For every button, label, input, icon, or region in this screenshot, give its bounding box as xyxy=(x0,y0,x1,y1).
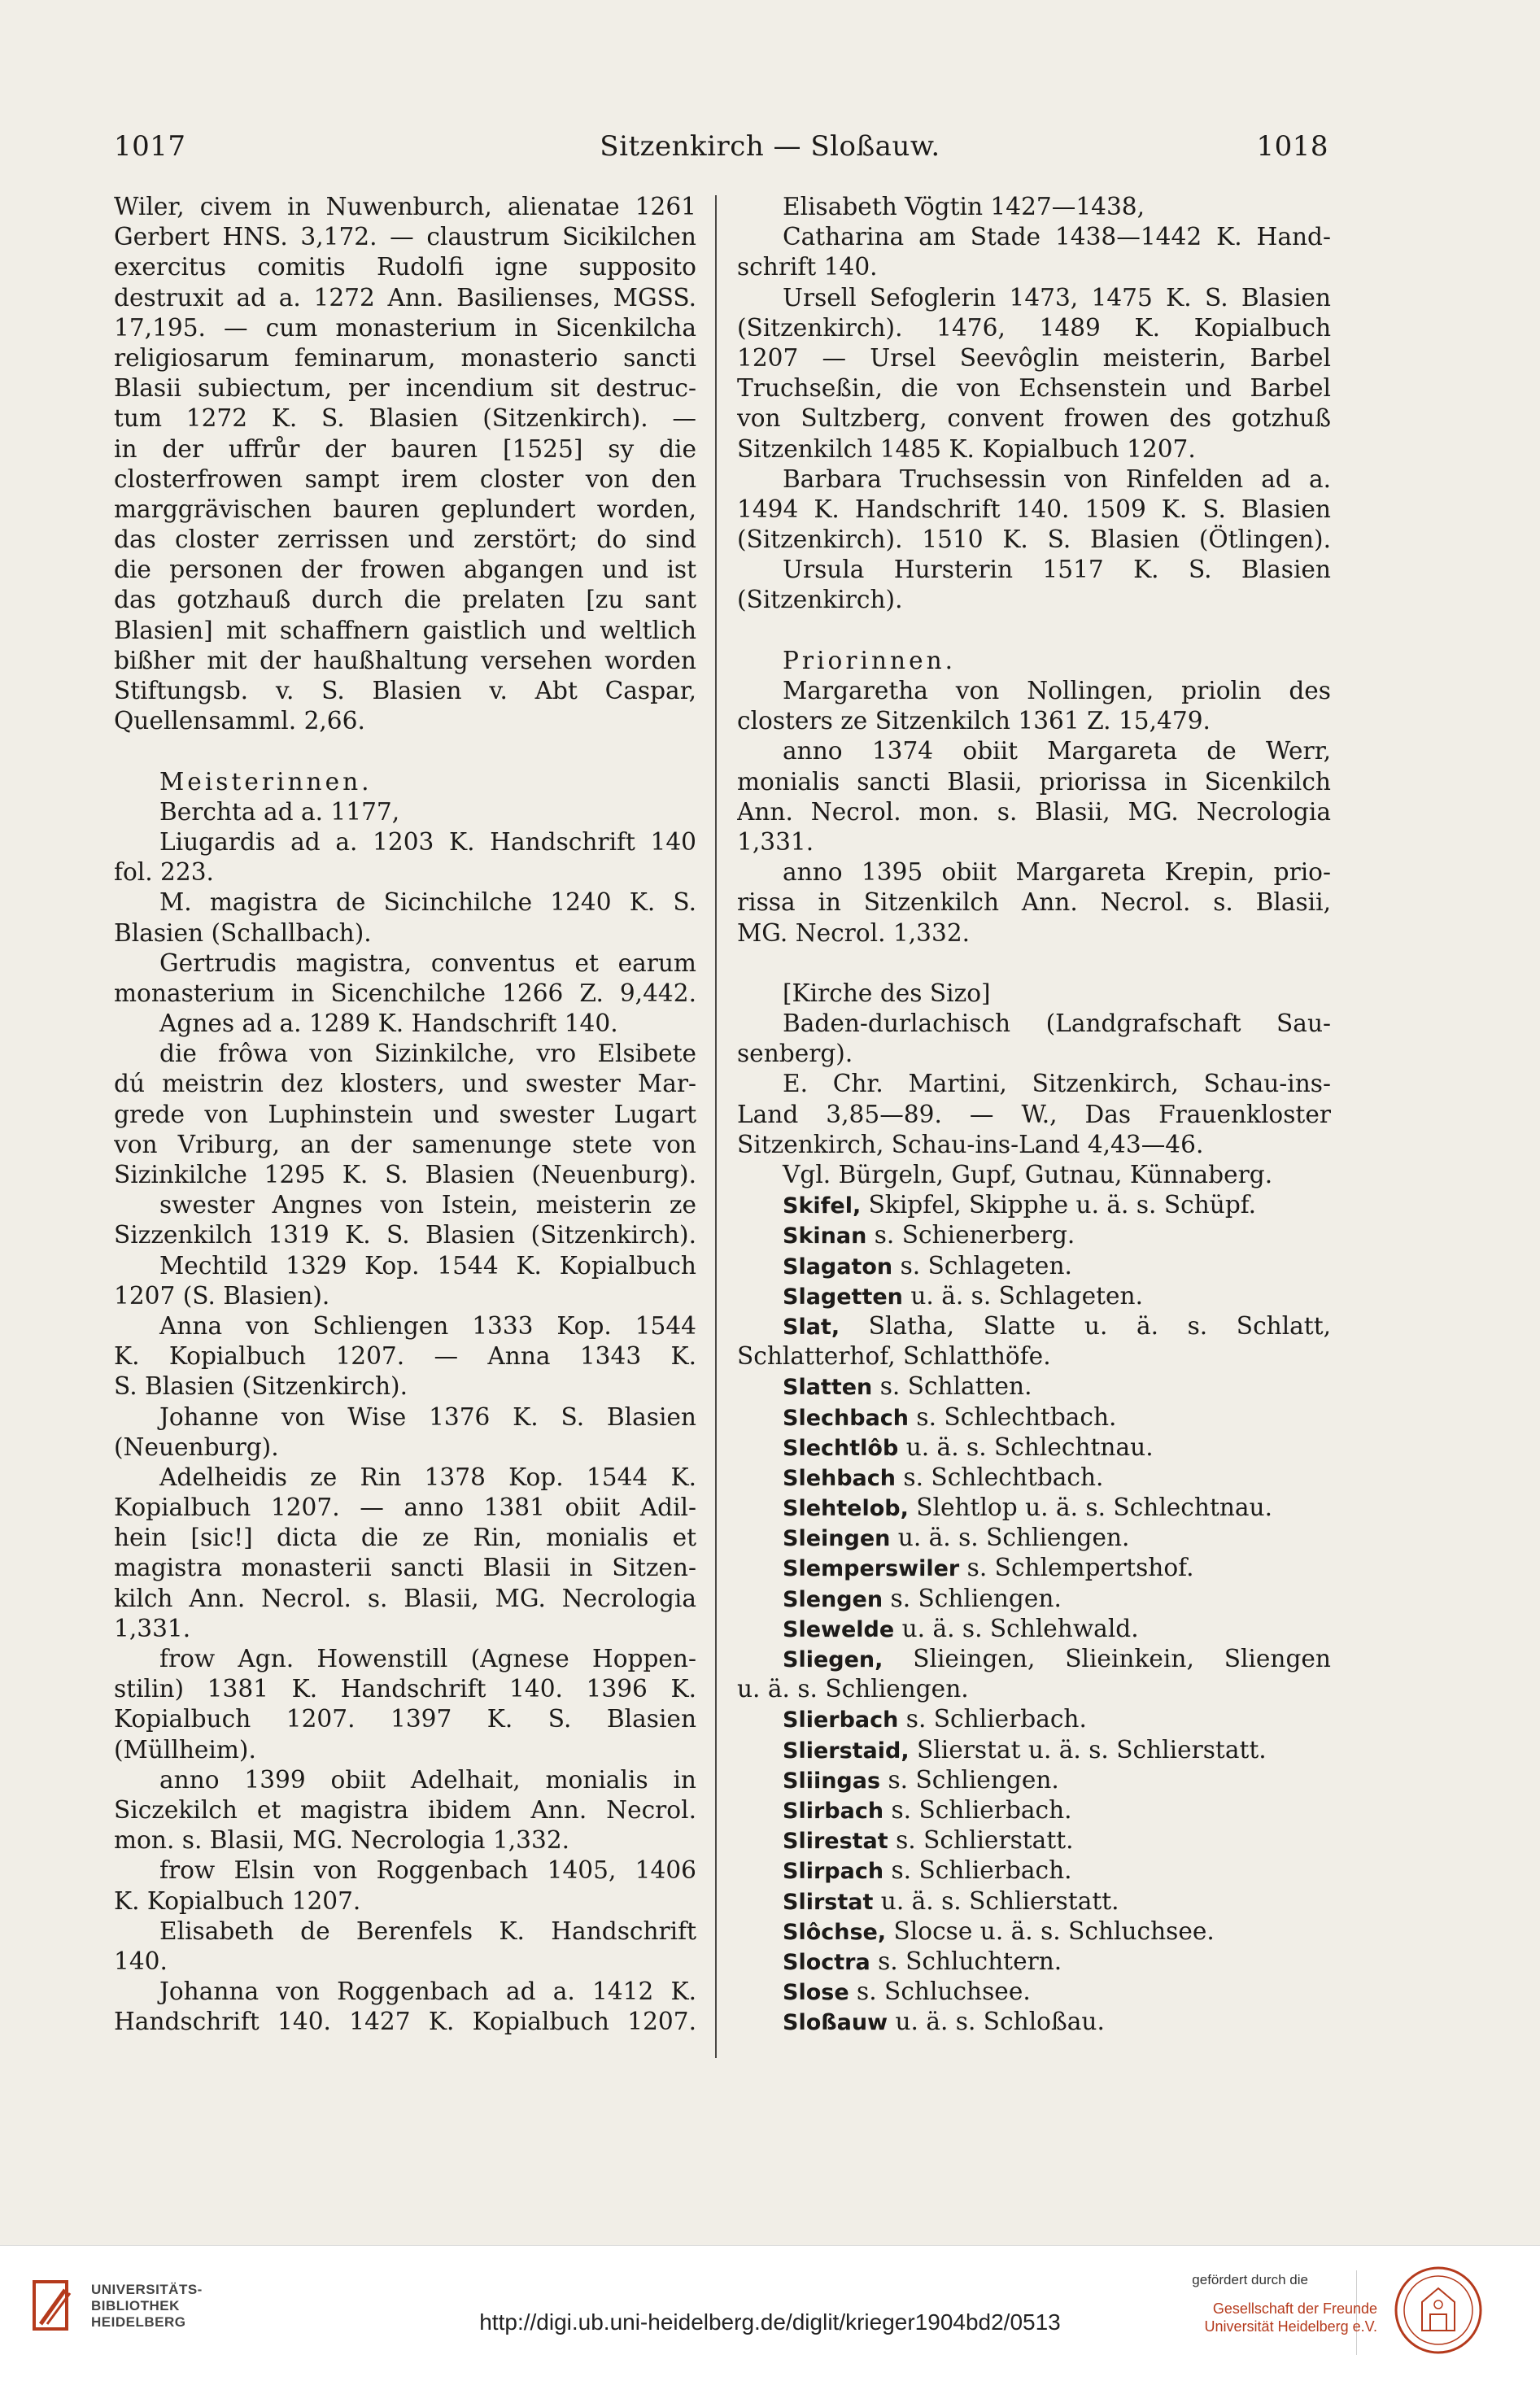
right-column-line xyxy=(737,313,1331,343)
line-text: 17,195. — cum monasterium in Sicenkilcha xyxy=(114,313,696,342)
left-column-line xyxy=(114,827,696,857)
line-text: Catharina am Stade 1438—1442 K. Hand- xyxy=(783,223,1331,251)
entry-keyword: Slôchse, xyxy=(783,1919,887,1945)
right-column-line xyxy=(737,1584,1331,1614)
right-column-line xyxy=(737,918,1331,948)
left-column-line xyxy=(114,616,696,646)
line-text: Liugardis ad a. 1203 K. Handschrift 140 xyxy=(159,827,696,856)
left-column-line xyxy=(114,1130,696,1160)
entry-keyword: Skifel, xyxy=(783,1193,862,1219)
line-text: Anna von Schliengen 1333 Kop. 1544 xyxy=(159,1311,696,1340)
permalink-url[interactable]: http://digi.ub.uni-heidelberg.de/diglit/krieger1904bd2/0513 xyxy=(479,2309,1061,2335)
left-column-line xyxy=(114,1704,696,1734)
line-text: 1,331. xyxy=(737,827,814,856)
right-column-line xyxy=(737,1825,1331,1856)
entry-keyword: Slemperswiler xyxy=(783,1556,960,1582)
right-column-line xyxy=(737,827,1331,857)
right-column-line xyxy=(737,1069,1331,1099)
line-text: 1207 — Ursel Seevôglin meisterin, Barbel xyxy=(737,343,1331,372)
line-text: MG. Necrol. 1,332. xyxy=(737,918,971,947)
line-text: religiosarum feminarum, monasterio sancti xyxy=(114,343,696,372)
page-number-left: 1017 xyxy=(114,130,186,163)
right-column-line xyxy=(737,1553,1331,1583)
left-column-line xyxy=(114,646,696,676)
line-text: 1207 (S. Blasien). xyxy=(114,1281,330,1310)
line-text: Blasii subiectum, per incendium sit destruc- xyxy=(114,374,696,403)
right-column-line xyxy=(737,1614,1331,1644)
left-column-line xyxy=(114,1493,696,1523)
right-column-line xyxy=(737,1856,1331,1886)
left-column-line xyxy=(114,222,696,252)
line-text: von Vriburg, an der samenunge stete von xyxy=(114,1130,696,1158)
entry-keyword: Slose xyxy=(783,1980,849,2006)
line-text: die personen der frowen abgangen und ist xyxy=(114,556,696,584)
line-text: (Sitzenkirch). 1510 K. S. Blasien (Ötlingen). xyxy=(737,525,1331,554)
left-column-line xyxy=(114,948,696,979)
left-column-line xyxy=(114,464,696,495)
left-column-line xyxy=(114,283,696,313)
line-text: swester Angnes von Istein, meisterin ze xyxy=(159,1191,696,1219)
line-text: [Kirche des Sizo] xyxy=(783,979,991,1007)
entry-keyword: Slierbach xyxy=(783,1707,899,1733)
page-number-right: 1018 xyxy=(1256,130,1328,163)
line-text: Slocse u. ä. s. Schluchsee. xyxy=(886,1917,1215,1945)
right-column-line xyxy=(737,1977,1331,2007)
line-text: Barbara Truchsessin von Rinfelden ad a. xyxy=(783,464,1331,493)
line-text: die frôwa von Sizinkilche, vro Elsibete xyxy=(159,1040,696,1068)
line-text: Gertrudis magistra, conventus et earum xyxy=(159,948,696,977)
university-seal-icon xyxy=(1394,2265,1483,2355)
left-column-line xyxy=(114,706,696,736)
right-column-line xyxy=(737,1886,1331,1917)
left-column-line xyxy=(114,403,696,434)
line-text: Sizinkilche 1295 K. S. Blasien (Neuenburg). xyxy=(114,1161,696,1188)
entry-keyword: Slierstaid, xyxy=(783,1738,910,1764)
entry-keyword: Slirestat xyxy=(783,1829,888,1855)
line-text: Siczekilch et magistra ibidem Ann. Necrol. xyxy=(114,1795,696,1824)
line-text: hein [sic!] dicta die ze Rin, monialis et xyxy=(114,1524,696,1552)
left-column-line xyxy=(114,192,696,222)
line-text: u. ä. s. Schlechtnau. xyxy=(898,1433,1154,1461)
entry-keyword: Sloßauw xyxy=(783,2010,888,2036)
line-text: marggrävischen bauren geplundert worden, xyxy=(114,495,696,523)
right-column-line xyxy=(737,192,1331,222)
right-column-line xyxy=(737,1493,1331,1523)
right-column-line xyxy=(737,1402,1331,1433)
right-column-line xyxy=(737,585,1331,615)
line-text: anno 1395 obiit Margareta Krepin, prio- xyxy=(783,858,1331,887)
line-text: K. Kopialbuch 1207. — Anna 1343 K. xyxy=(114,1342,696,1371)
entry-keyword: Sliegen, xyxy=(783,1647,883,1672)
left-column-line xyxy=(114,1281,696,1311)
left-column-line xyxy=(114,1160,696,1190)
line-text: frow Agn. Howenstill (Agnese Hoppen- xyxy=(159,1645,696,1672)
line-text: Ursell Sefoglerin 1473, 1475 K. S. Blasien xyxy=(783,283,1331,312)
line-text: u. ä. s. Schloßau. xyxy=(888,2008,1105,2036)
left-column-line xyxy=(114,313,696,343)
entry-keyword: Slirbach xyxy=(783,1798,884,1824)
left-column-line xyxy=(114,434,696,464)
left-column-line xyxy=(114,1856,696,1886)
right-column-line xyxy=(737,2007,1331,2037)
line-text: monasterium in Sicenchilche 1266 Z. 9,442. xyxy=(114,979,696,1007)
left-column-line xyxy=(114,1371,696,1402)
left-column-line xyxy=(114,979,696,1009)
line-text: Blasien] mit schaffnern gaistlich und weltlich xyxy=(114,616,696,644)
line-text: Margaretha von Nollingen, priolin des xyxy=(783,677,1331,704)
entry-keyword: Slat, xyxy=(783,1314,840,1340)
left-column-line xyxy=(114,1644,696,1674)
right-column xyxy=(737,192,1331,2037)
line-text: s. Schienerberg. xyxy=(866,1221,1075,1249)
line-text: kilch Ann. Necrol. s. Blasii, MG. Necrologia xyxy=(114,1584,696,1612)
line-text: Kopialbuch 1207. — anno 1381 obiit Adil- xyxy=(114,1494,696,1522)
line-text: senberg). xyxy=(737,1040,853,1068)
left-column-line xyxy=(114,1795,696,1825)
right-column-line xyxy=(737,1463,1331,1493)
line-text: S. Blasien (Sitzenkirch). xyxy=(114,1372,408,1401)
left-column-line xyxy=(114,1190,696,1220)
line-text: s. Schlatten. xyxy=(872,1372,1032,1401)
line-text: s. Schlierbach. xyxy=(898,1705,1087,1733)
right-column-line xyxy=(737,373,1331,403)
right-column-line xyxy=(737,767,1331,797)
line-text: K. Kopialbuch 1207. xyxy=(114,1886,361,1915)
viewer-footer xyxy=(0,2245,1540,2381)
right-column-line xyxy=(737,525,1331,555)
left-column-line xyxy=(114,1553,696,1583)
right-column-line xyxy=(737,979,1331,1009)
left-column-line xyxy=(114,343,696,373)
line-text: Quellensamml. 2,66. xyxy=(114,707,365,735)
right-column-line xyxy=(737,1039,1331,1069)
line-text: Sitzenkilch 1485 K. Kopialbuch 1207. xyxy=(737,434,1196,463)
line-text: 1,331. xyxy=(114,1614,191,1642)
line-text: Elisabeth de Berenfels K. Handschrift xyxy=(159,1917,696,1945)
right-column-line xyxy=(737,1433,1331,1463)
right-column-line xyxy=(737,736,1331,766)
line-text: Truchseßin, die von Echsenstein und Barbel xyxy=(737,374,1331,403)
line-text: Slatha, Slatte u. ä. s. Schlatt, xyxy=(840,1311,1331,1340)
right-column-line xyxy=(737,1160,1331,1190)
line-text: Slehtlop u. ä. s. Schlechtnau. xyxy=(908,1494,1273,1522)
left-column-line xyxy=(114,1100,696,1130)
line-text: 140. xyxy=(114,1947,168,1975)
entry-keyword: Slechtlôb xyxy=(783,1435,899,1461)
right-column-line xyxy=(737,1281,1331,1311)
line-text: u. ä. s. Schliengen. xyxy=(890,1524,1130,1552)
right-column-line xyxy=(737,1009,1331,1039)
line-text: von Sultzberg, convent frowen des gotzhuß xyxy=(737,404,1331,433)
right-column-line xyxy=(737,495,1331,525)
left-column-line xyxy=(114,1614,696,1644)
right-column-line xyxy=(737,1190,1331,1220)
right-column-line xyxy=(737,1523,1331,1553)
entry-keyword: Slechbach xyxy=(783,1405,910,1431)
line-text: Berchta ad a. 1177, xyxy=(159,797,400,826)
right-column-line xyxy=(737,1795,1331,1825)
left-column-line xyxy=(114,767,696,797)
line-text: s. Schluchtern. xyxy=(870,1947,1062,1975)
line-text: (Neuenburg). xyxy=(114,1433,279,1461)
left-column-line xyxy=(114,495,696,525)
left-column-line xyxy=(114,1523,696,1553)
left-column-line xyxy=(114,1220,696,1250)
right-column-line xyxy=(737,343,1331,373)
left-column-line xyxy=(114,1039,696,1069)
line-text: Meisterinnen. xyxy=(159,767,373,796)
right-column-line xyxy=(737,222,1331,252)
right-column-line xyxy=(737,1100,1331,1130)
line-text: anno 1374 obiit Margareta de Werr, xyxy=(783,737,1331,765)
right-column-line xyxy=(737,1371,1331,1402)
left-column-line xyxy=(114,525,696,555)
right-column-line xyxy=(737,1311,1331,1341)
sponsor-name: Gesellschaft der Freunde Universität Heidelberg e.V. xyxy=(1204,2300,1377,2335)
line-text: Johanna von Roggenbach ad a. 1412 K. xyxy=(159,1978,696,2006)
right-column-line xyxy=(737,676,1331,706)
left-column-line xyxy=(114,1947,696,1977)
right-column-line xyxy=(737,1735,1331,1765)
right-column-line xyxy=(737,555,1331,585)
line-text: Adelheidis ze Rin 1378 Kop. 1544 K. xyxy=(159,1463,696,1491)
left-column-line xyxy=(114,1463,696,1493)
left-column-line xyxy=(114,918,696,948)
right-column-line xyxy=(737,948,1331,979)
entry-keyword: Slagaton xyxy=(783,1254,893,1280)
right-column-line xyxy=(737,797,1331,827)
line-text: Kopialbuch 1207. 1397 K. S. Blasien xyxy=(114,1705,696,1733)
right-column-line xyxy=(737,706,1331,736)
line-text: s. Schlierbach. xyxy=(883,1856,1072,1885)
line-text: Skipfel, Skipphe u. ä. s. Schüpf. xyxy=(861,1191,1257,1219)
running-head: Sitzenkirch — Sloßauw. xyxy=(600,130,940,163)
entry-keyword: Slirstat xyxy=(783,1889,874,1915)
line-text: tum 1272 K. S. Blasien (Sitzenkirch). — xyxy=(114,404,696,433)
line-text: Stiftungsb. v. S. Blasien v. Abt Caspar, xyxy=(114,677,696,704)
line-text: exercitus comitis Rudolfi igne supposito xyxy=(114,253,696,281)
left-column-line xyxy=(114,1886,696,1917)
line-text: Elisabeth Vögtin 1427—1438, xyxy=(783,193,1145,220)
line-text: u. ä. s. Schlehwald. xyxy=(894,1614,1139,1642)
line-text: u. ä. s. Schlageten. xyxy=(902,1281,1144,1310)
line-text: rissa in Sitzenkilch Ann. Necrol. s. Blasii, xyxy=(737,888,1331,917)
line-text: Wiler, civem in Nuwenburch, alienatae 1261 xyxy=(114,193,696,220)
line-text: das closter zerrissen und zerstört; do sind xyxy=(114,525,696,554)
entry-keyword: Slatten xyxy=(783,1375,873,1401)
entry-keyword: Skinan xyxy=(783,1223,867,1249)
line-text: Ursula Hursterin 1517 K. S. Blasien xyxy=(783,556,1331,584)
right-column-line xyxy=(737,1917,1331,1947)
line-text: Land 3,85—89. — W., Das Frauenkloster xyxy=(737,1100,1331,1128)
line-text: monialis sancti Blasii, priorissa in Sicenkilch xyxy=(737,767,1331,796)
line-text: s. Schlempertshof. xyxy=(959,1554,1194,1582)
entry-keyword: Slirpach xyxy=(783,1859,884,1885)
left-column-line xyxy=(114,555,696,585)
left-column-line xyxy=(114,1735,696,1765)
line-text: fol. 223. xyxy=(114,858,214,887)
line-text: magistra monasterii sancti Blasii in Sitzen- xyxy=(114,1554,696,1582)
line-text: s. Schluchsee. xyxy=(849,1978,1031,2006)
left-column-line xyxy=(114,373,696,403)
line-text: Priorinnen. xyxy=(783,646,957,674)
line-text: Slieingen, Slieinkein, Sliengen xyxy=(883,1645,1331,1672)
right-column-line xyxy=(737,646,1331,676)
left-column-line xyxy=(114,1311,696,1341)
line-text: das gotzhauß durch die prelaten [zu sant xyxy=(114,586,696,614)
line-text: s. Schliengen. xyxy=(880,1765,1059,1794)
left-column-line xyxy=(114,1402,696,1433)
right-column-line xyxy=(737,1947,1331,1977)
line-text: closterfrowen sampt irem closter von den xyxy=(114,464,696,493)
line-text: Baden-durlachisch (Landgrafschaft Sau- xyxy=(783,1010,1331,1038)
line-text: frow Elsin von Roggenbach 1405, 1406 xyxy=(159,1856,696,1885)
sponsor-label: gefördert durch die xyxy=(1192,2272,1308,2287)
left-column-line xyxy=(114,1341,696,1371)
line-text: Vgl. Bürgeln, Gupf, Gutnau, Künnaberg. xyxy=(783,1161,1273,1188)
entry-keyword: Slehtelob, xyxy=(783,1496,909,1522)
line-text: Sizzenkilch 1319 K. S. Blasien (Sitzenkirch). xyxy=(114,1221,696,1249)
column-divider xyxy=(715,195,717,2058)
entry-keyword: Slengen xyxy=(783,1586,883,1612)
line-text: stilin) 1381 K. Handschrift 140. 1396 K. xyxy=(114,1675,696,1703)
right-column-line xyxy=(737,1130,1331,1160)
line-text: mon. s. Blasii, MG. Necrologia 1,332. xyxy=(114,1826,570,1855)
right-column-line xyxy=(737,1704,1331,1734)
line-text: Schlatterhof, Schlatthöfe. xyxy=(737,1342,1051,1371)
line-text: anno 1399 obiit Adelhait, monialis in xyxy=(159,1765,696,1794)
left-column-line xyxy=(114,1069,696,1099)
left-column-line xyxy=(114,736,696,766)
line-text: Gerbert HNS. 3,172. — claustrum Sicikilchen xyxy=(114,223,696,251)
line-text: Handschrift 140. 1427 K. Kopialbuch 1207. xyxy=(114,2008,696,2036)
entry-keyword: Sliingas xyxy=(783,1768,881,1794)
right-column-line xyxy=(737,887,1331,918)
entry-keyword: Slehbach xyxy=(783,1465,897,1491)
line-text: 1494 K. Handschrift 140. 1509 K. S. Blasien xyxy=(737,495,1331,523)
line-text: E. Chr. Martini, Sitzenkirch, Schau-ins- xyxy=(783,1070,1331,1098)
right-column-line xyxy=(737,403,1331,434)
left-column-line xyxy=(114,1825,696,1856)
right-column-line xyxy=(737,1220,1331,1250)
left-column-line xyxy=(114,1674,696,1704)
line-text: (Müllheim). xyxy=(114,1735,256,1764)
left-column-line xyxy=(114,676,696,706)
line-text: dú meistrin dez klosters, und swester Mar- xyxy=(114,1070,696,1098)
line-text: schrift 140. xyxy=(737,253,878,281)
line-text: bißher mit der haußhaltung versehen worden xyxy=(114,646,696,674)
right-column-line xyxy=(737,857,1331,887)
entry-keyword: Sleingen xyxy=(783,1526,891,1552)
line-text: Blasien (Schallbach). xyxy=(114,918,372,947)
line-text: grede von Luphinstein und swester Lugart xyxy=(114,1100,696,1128)
line-text: M. magistra de Sicinchilche 1240 K. S. xyxy=(159,888,696,917)
left-column-line xyxy=(114,252,696,282)
line-text: Sitzenkirch, Schau-ins-Land 4,43—46. xyxy=(737,1130,1204,1158)
right-column-line xyxy=(737,1251,1331,1281)
right-column-line xyxy=(737,1674,1331,1704)
left-column-line xyxy=(114,1584,696,1614)
line-text: Johanne von Wise 1376 K. S. Blasien xyxy=(159,1402,696,1431)
left-column-line xyxy=(114,2007,696,2037)
left-column-line xyxy=(114,857,696,887)
line-text: s. Schlageten. xyxy=(892,1251,1072,1280)
line-text: u. ä. s. Schlierstatt. xyxy=(873,1886,1119,1915)
left-column-line xyxy=(114,1917,696,1947)
line-text: destruxit ad a. 1272 Ann. Basilienses, MGSS. xyxy=(114,283,696,312)
left-column-line xyxy=(114,1977,696,2007)
line-text: u. ä. s. Schliengen. xyxy=(737,1675,969,1703)
left-column-line xyxy=(114,1009,696,1039)
left-column-line xyxy=(114,887,696,918)
line-text: s. Schlechtbach. xyxy=(896,1463,1104,1491)
line-text: (Sitzenkirch). xyxy=(737,586,903,614)
right-column-line xyxy=(737,252,1331,282)
right-column-line xyxy=(737,616,1331,646)
left-column-line xyxy=(114,1765,696,1795)
left-column-line xyxy=(114,1433,696,1463)
right-column-line xyxy=(737,434,1331,464)
right-column-line xyxy=(737,464,1331,495)
line-text: (Sitzenkirch). 1476, 1489 K. Kopialbuch xyxy=(737,313,1331,342)
line-text: s. Schliengen. xyxy=(883,1584,1062,1612)
entry-keyword: Slagetten xyxy=(783,1284,903,1310)
left-column-line xyxy=(114,585,696,615)
right-column-line xyxy=(737,1765,1331,1795)
right-column-line xyxy=(737,1644,1331,1674)
line-text: closters ze Sitzenkilch 1361 Z. 15,479. xyxy=(737,707,1211,735)
line-text: Mechtild 1329 Kop. 1544 K. Kopialbuch xyxy=(159,1251,696,1280)
line-text: Ann. Necrol. mon. s. Blasii, MG. Necrologia xyxy=(737,797,1331,826)
left-column-line xyxy=(114,1251,696,1281)
right-column-line xyxy=(737,283,1331,313)
entry-keyword: Slewelde xyxy=(783,1616,895,1642)
line-text: Agnes ad a. 1289 K. Handschrift 140. xyxy=(159,1010,618,1038)
left-column-line xyxy=(114,797,696,827)
line-text: in der uffrůr der bauren [1525] sy die xyxy=(114,434,696,463)
line-text: s. Schlierstatt. xyxy=(888,1826,1074,1855)
line-text: s. Schlierbach. xyxy=(883,1795,1072,1824)
line-text: s. Schlechtbach. xyxy=(909,1402,1117,1431)
library-name: UNIVERSITÄTS- BIBLIOTHEK HEIDELBERG xyxy=(91,2282,203,2330)
left-column xyxy=(114,192,696,2037)
line-text: Slierstat u. ä. s. Schlierstatt. xyxy=(909,1735,1267,1764)
right-column-line xyxy=(737,1341,1331,1371)
entry-keyword: Sloctra xyxy=(783,1949,870,1975)
